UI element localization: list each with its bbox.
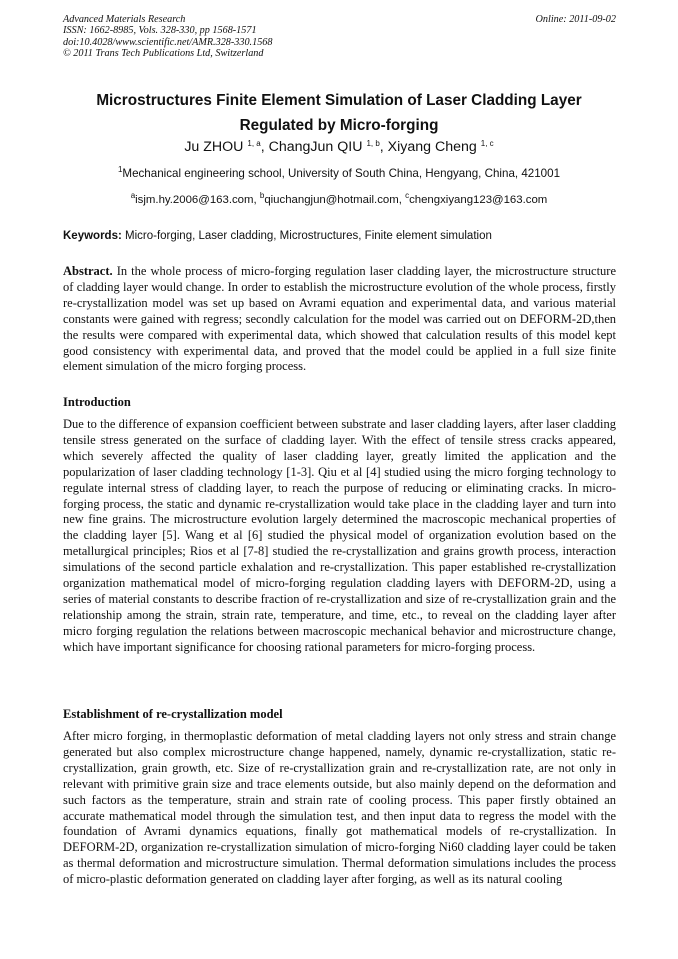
affiliation bbox=[40, 167, 638, 181]
author-affil-mark: 1, b bbox=[366, 139, 380, 148]
email-mark: a bbox=[130, 191, 136, 200]
issn-line: ISSN: 1662-8985, Vols. 328-330, pp 1568-1571 bbox=[63, 25, 257, 37]
copyright-line: © 2011 Trans Tech Publications Ltd, Switzerland bbox=[63, 48, 264, 60]
keywords-label: Keywords: bbox=[63, 230, 122, 242]
author-name: Ju ZHOU bbox=[184, 139, 244, 155]
author-list bbox=[40, 137, 638, 157]
email-list bbox=[40, 193, 638, 207]
journal-header bbox=[63, 14, 616, 60]
abstract-label: Abstract. bbox=[63, 264, 113, 278]
title-line-1: Microstructures Finite Element Simulation of Laser Cladding Layer bbox=[96, 92, 582, 109]
email-address: chengxiyang123@163.com bbox=[409, 194, 548, 206]
section-body-recrystallization-model: After micro forging, in thermoplastic deformation of metal cladding layers not only stress and strain change generated but also complex microstructure change happened, namely, dynamic re-crystallization, static re-crystallization, grain growth, etc. Size of re-crystallization grain and re-crystallization rate, are not only in relevant with primitive grain size and trace elements outside, but also mainly depend on the deformation and such factors as the temperature, strain and strain rate of cooling process. This paper firstly obtained an accurate mathematical model through the simulation test, and then input data to regress the model with the foundation of Avrami dynamics equations, finally got mathematical models of re-crystallization. In DEFORM-2D, organization re-crystallization simulation of micro-forging Ni60 cladding layer could be taken as thermal deformation and microstructure simulation. Thermal deformation simulations includes the process of micro-plastic deformation generated on cladding layer after forging, as well as its natural cooling bbox=[63, 729, 616, 887]
author-affil-mark: 1, a bbox=[247, 139, 261, 148]
title-line-2: Regulated by Micro-forging bbox=[239, 117, 439, 134]
keywords bbox=[63, 229, 616, 243]
author-name: ChangJun QIU bbox=[268, 139, 363, 155]
journal-name: Advanced Materials Research bbox=[63, 14, 186, 25]
email-separator: , bbox=[253, 194, 260, 206]
paper-title bbox=[40, 88, 638, 138]
email-mark: c bbox=[405, 191, 410, 200]
affiliation-mark: 1 bbox=[117, 165, 123, 174]
email-separator: , bbox=[398, 194, 406, 206]
author-name: Xiyang Cheng bbox=[387, 139, 477, 155]
abstract-text: In the whole process of micro-forging regulation laser cladding layer, the microstructure structure of cladding layer would change. In order to establish the microstructure evolution of the whole process, firstly re-crystallization model was set up based on Avrami equation and experimental data, and various material constants were gained with regress; secondly calculation for the model was carried out on DEFORM-2D,then the results were compared with experimental data, which showed that calculation results of this model kept good consistency with experimental data, and proved that the model could be applied in a full size finite element simulation of the micro forging process. bbox=[63, 264, 616, 374]
keywords-text: Micro-forging, Laser cladding, Microstructures, Finite element simulation bbox=[125, 230, 492, 242]
section-heading-introduction: Introduction bbox=[63, 395, 131, 409]
section-body-introduction: Due to the difference of expansion coefficient between substrate and laser cladding layers, after laser cladding tensile stress generated on the surface of cladding layer. With the effect of tensile stress cracks appeared, which severely affected the quality of laser cladding layer, greatly limited the application and the popularization of laser cladding technology [1-3]. Qiu et al [4] studied using the micro forging technology to regulate internal stress of cladding layer, to reach the purpose of reducing or eliminating cracks. In micro-forging process, the static and dynamic re-crystallization would take place in the cladding layer and turn into new fine grains. The microstructure evolution largely determined the macroscopic mechanical properties of the cladding layer [5]. Wang et al [6] studied the physical model of organization evolution based on the metallurgical principles; Rios et al [7-8] studied the re-crystallization and grains growth process, interaction simulations of the second particle exhalation and re-crystallization. This paper established re-crystallization organization mathematical model of micro-forging regulation cladding layers with DEFORM-2D, using a series of material constants to describe fraction of re-crystallization and size of re-crystallization grain and the relationship among the strain, strain rate, temperature, and time, etc., to reveal on the cladding layer after micro forging regulation the relations between macroscopic mechanical behavior and microstructure change, which have important significance for choosing rational parameters for micro-forging process. bbox=[63, 417, 616, 654]
section-heading-recrystallization-model: Establishment of re-crystallization model bbox=[63, 707, 283, 721]
doi-line: doi:10.4028/www.scientific.net/AMR.328-330.1568 bbox=[63, 36, 273, 48]
email-mark: b bbox=[259, 191, 265, 200]
affiliation-text: Mechanical engineering school, University of South China, Hengyang, China, 421001 bbox=[122, 167, 561, 180]
author-affil-mark: 1, c bbox=[480, 139, 494, 148]
online-date: Online: 2011-09-02 bbox=[535, 14, 616, 25]
author-separator: , bbox=[379, 139, 388, 155]
email-address: qiuchangjun@hotmail.com bbox=[264, 194, 399, 206]
abstract bbox=[63, 264, 616, 375]
author-separator: , bbox=[260, 139, 269, 155]
email-address: isjm.hy.2006@163.com bbox=[135, 194, 254, 206]
